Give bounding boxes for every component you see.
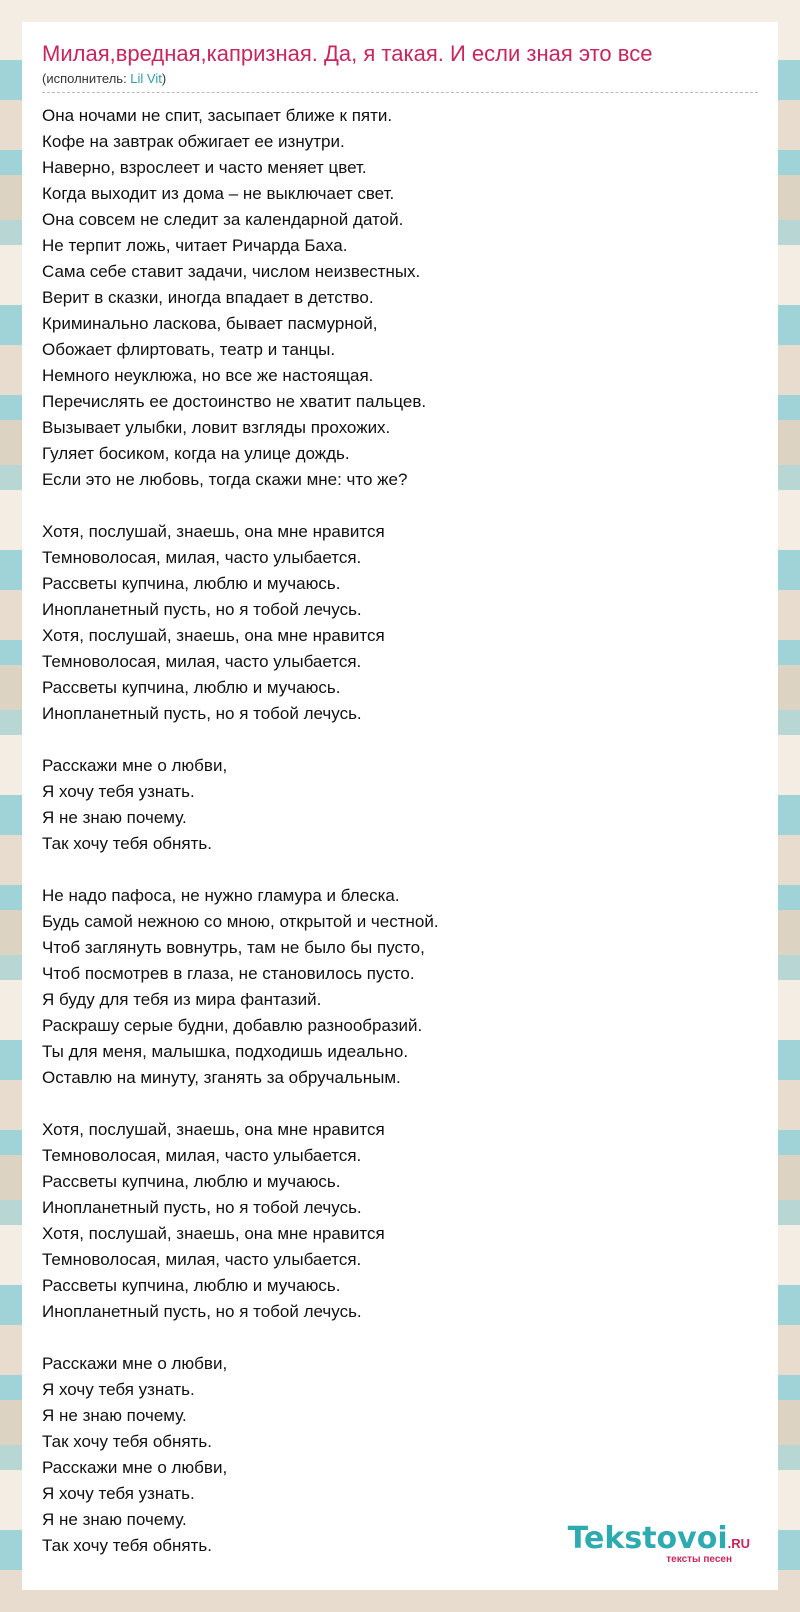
lyrics-line: Вызывает улыбки, ловит взгляды прохожих.	[42, 418, 391, 437]
lyrics-line: Хотя, послушай, знаешь, она мне нравится	[42, 1224, 385, 1243]
lyrics-line: Темноволосая, милая, часто улыбается.	[42, 1146, 362, 1165]
lyrics-line: Инопланетный пусть, но я тобой лечусь.	[42, 704, 362, 723]
lyrics-line: Не надо пафоса, не нужно гламура и блеска.	[42, 886, 400, 905]
lyrics-line: Я не знаю почему.	[42, 1406, 187, 1425]
lyrics-line: Верит в сказки, иногда впадает в детство.	[42, 288, 374, 307]
lyrics-line: Темноволосая, милая, часто улыбается.	[42, 1250, 362, 1269]
lyrics-line: Хотя, послушай, знаешь, она мне нравится	[42, 1120, 385, 1139]
performer-prefix: (исполнитель:	[42, 71, 131, 86]
lyrics-line: Инопланетный пусть, но я тобой лечусь.	[42, 600, 362, 619]
lyrics-line: Наверно, взрослеет и часто меняет цвет.	[42, 158, 367, 177]
lyrics-line: Немного неуклюжа, но все же настоящая.	[42, 366, 374, 385]
lyrics-line: Рассветы купчина, люблю и мучаюсь.	[42, 678, 341, 697]
lyrics-line: Расскажи мне о любви,	[42, 756, 228, 775]
song-title: Милая,вредная,капризная. Да, я такая. И если зная это все	[42, 41, 653, 66]
lyrics-line: Так хочу тебя обнять.	[42, 1536, 213, 1555]
divider	[42, 92, 758, 93]
lyrics-blank-line	[42, 727, 758, 753]
lyrics-line: Хотя, послушай, знаешь, она мне нравится	[42, 522, 385, 541]
logo-domain-suffix: .RU	[727, 1536, 750, 1551]
lyrics-line: Оставлю на минуту, зганять за обручальным.	[42, 1068, 401, 1087]
lyrics-line: Чтоб посмотрев в глаза, не становилось пусто.	[42, 964, 415, 983]
lyrics-line: Темноволосая, милая, часто улыбается.	[42, 652, 362, 671]
performer-line	[42, 70, 758, 88]
lyrics-line: Не терпит ложь, читает Ричарда Баха.	[42, 236, 348, 255]
lyrics-line: Я хочу тебя узнать.	[42, 1484, 195, 1503]
lyrics-line: Чтоб заглянуть вовнутрь, там не было бы пусто,	[42, 938, 425, 957]
lyrics-blank-line	[42, 493, 758, 519]
lyrics-line: Сама себе ставит задачи, числом неизвестных.	[42, 262, 421, 281]
lyrics-line: Когда выходит из дома – не выключает свет.	[42, 184, 395, 203]
lyrics-line: Инопланетный пусть, но я тобой лечусь.	[42, 1198, 362, 1217]
lyrics-line: Я буду для тебя из мира фантазий.	[42, 990, 322, 1009]
lyrics-line: Она совсем не следит за календарной датой.	[42, 210, 404, 229]
performer-suffix: )	[161, 71, 167, 86]
lyrics-line: Кофе на завтрак обжигает ее изнутри.	[42, 132, 345, 151]
lyrics-line: Я не знаю почему.	[42, 1510, 187, 1529]
lyrics-blank-line	[42, 857, 758, 883]
lyrics-line: Я хочу тебя узнать.	[42, 782, 195, 801]
lyrics-body	[42, 103, 758, 1559]
lyrics-line: Расскажи мне о любви,	[42, 1458, 228, 1477]
site-logo[interactable]	[567, 1521, 750, 1566]
logo-tagline: тексты песен	[666, 1554, 732, 1565]
lyrics-line: Рассветы купчина, люблю и мучаюсь.	[42, 1172, 341, 1191]
lyrics-line: Перечислять ее достоинство не хватит пальцев.	[42, 392, 427, 411]
lyrics-card	[22, 22, 778, 1590]
lyrics-line: Криминально ласкова, бывает пасмурной,	[42, 314, 378, 333]
logo-wordmark: Tekstovoi	[567, 1521, 728, 1556]
lyrics-blank-line	[42, 1091, 758, 1117]
lyrics-line: Рассветы купчина, люблю и мучаюсь.	[42, 574, 341, 593]
lyrics-line: Я хочу тебя узнать.	[42, 1380, 195, 1399]
lyrics-line: Гуляет босиком, когда на улице дождь.	[42, 444, 350, 463]
lyrics-blank-line	[42, 1325, 758, 1351]
lyrics-line: Так хочу тебя обнять.	[42, 1432, 213, 1451]
lyrics-line: Так хочу тебя обнять.	[42, 834, 213, 853]
lyrics-line: Инопланетный пусть, но я тобой лечусь.	[42, 1302, 362, 1321]
lyrics-line: Расскажи мне о любви,	[42, 1354, 228, 1373]
lyrics-line: Она ночами не спит, засыпает ближе к пяти.	[42, 106, 393, 125]
lyrics-line: Обожает флиртовать, театр и танцы.	[42, 340, 336, 359]
lyrics-line: Я не знаю почему.	[42, 808, 187, 827]
lyrics-line: Будь самой нежною со мною, открытой и честной.	[42, 912, 439, 931]
lyrics-line: Раскрашу серые будни, добавлю разнообразий.	[42, 1016, 423, 1035]
lyrics-line: Если это не любовь, тогда скажи мне: что же?	[42, 470, 408, 489]
lyrics-line: Рассветы купчина, люблю и мучаюсь.	[42, 1276, 341, 1295]
lyrics-line: Хотя, послушай, знаешь, она мне нравится	[42, 626, 385, 645]
performer-link[interactable]: Lil Vit	[130, 71, 162, 86]
lyrics-line: Темноволосая, милая, часто улыбается.	[42, 548, 362, 567]
lyrics-line: Ты для меня, малышка, подходишь идеально.	[42, 1042, 409, 1061]
